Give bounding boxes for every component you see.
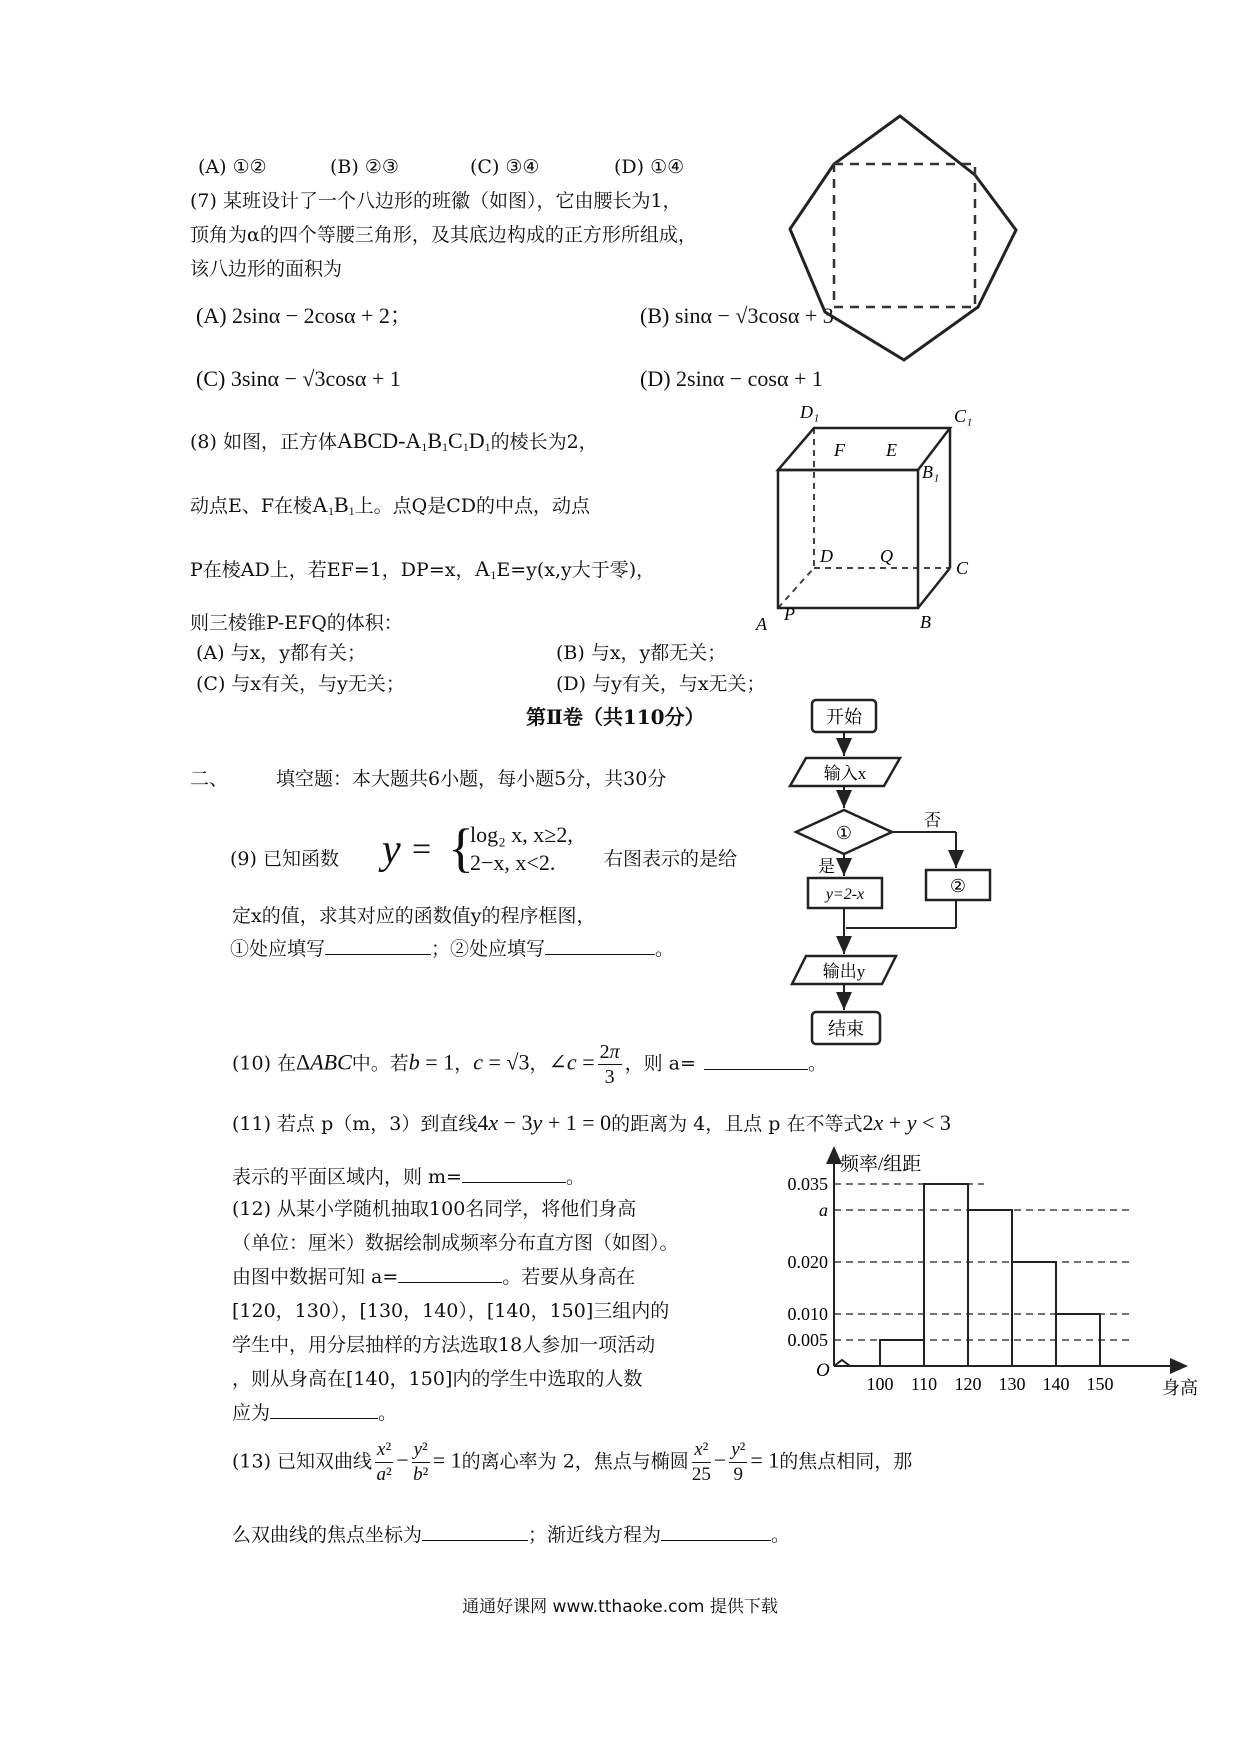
q12-line7: 应为 。	[232, 1402, 398, 1424]
cube-figure	[750, 398, 990, 638]
octagon-figure	[786, 112, 1030, 364]
cube-label-b1: B₁	[922, 462, 940, 482]
cube-label-a: A	[756, 614, 767, 634]
hist-x-tick: 120	[954, 1374, 982, 1394]
hist-x-tick: 140	[1042, 1374, 1070, 1394]
q12-line2: （单位：厘米）数据绘制成频率分布直方图（如图）。	[232, 1232, 679, 1254]
q8-line3: P在棱AD上，若EF=1，DP=x，$A_1E=y(x,y$大于零)，	[190, 556, 656, 582]
q7-option-a: (A) 2sinα − 2cosα + 2；	[196, 303, 412, 328]
q9-line2: 定x的值，求其对应的函数值y的程序框图，	[232, 905, 596, 927]
hist-x-tick: 130	[998, 1374, 1026, 1394]
cube-label-c: C	[956, 558, 969, 578]
q12-line4: [120，130），[130，140），[140，150]三组内的	[232, 1300, 670, 1322]
q9-brace: {	[448, 818, 474, 878]
hist-bar	[968, 1210, 1012, 1366]
q13-line2: 么双曲线的焦点坐标为 ；渐近线方程为 。	[232, 1524, 791, 1546]
q12-line6: ，则从身高在[140，150]内的学生中选取的人数	[232, 1368, 643, 1390]
q9-line3: ①处应填写 ；②处应填写 。	[230, 938, 675, 960]
flow-start: 开始	[826, 707, 862, 727]
hist-bar	[880, 1340, 924, 1366]
cube-label-d1: D₁	[800, 402, 820, 422]
q9-y-equals: y	[382, 827, 401, 873]
q7-line1: (7) 某班设计了一个八边形的班徽（如图），它由腰长为1，	[190, 190, 682, 212]
hist-y-tick: 0.020	[787, 1252, 828, 1272]
hist-y-tick: a	[819, 1200, 828, 1220]
hist-x-title: 身高	[1162, 1378, 1198, 1398]
hist-y-tick: 0.005	[787, 1330, 828, 1350]
height-histogram	[760, 1140, 1200, 1400]
q11-line2: 表示的平面区域内，则 m= 。	[232, 1166, 585, 1188]
q7-line2: 顶角为α的四个等腰三角形，及其底边构成的正方形所组成，	[190, 224, 697, 246]
cube-label-c1: C₁	[954, 406, 973, 426]
cube-label-b: B	[920, 612, 931, 632]
hist-x-tick: 100	[866, 1374, 894, 1394]
section-heading: 第Ⅱ卷（共110分）	[526, 705, 705, 729]
q8-option-d: (D) 与y有关，与x无关；	[556, 673, 766, 695]
section-number: 二、	[190, 768, 229, 790]
flow-no-label: 否	[924, 811, 941, 830]
q6-choice-b: (B) ②③	[330, 156, 399, 178]
hist-y-tick: 0.010	[787, 1304, 828, 1324]
q8-option-a: (A) 与x，y都有关；	[196, 642, 367, 664]
q8-line1: (8) 如图，正方体ABCD-$A_1B_1C_1D_1$的棱长为2，	[190, 428, 598, 454]
q7-option-c: (C) 3sinα − √3cosα + 1	[196, 366, 401, 391]
hist-origin: O	[816, 1360, 830, 1381]
q8-option-b: (B) 与x，y都无关；	[556, 642, 727, 664]
q6-choice-c: (C) ③④	[470, 156, 540, 178]
hist-y-title: 频率/组距	[840, 1154, 922, 1175]
section-title: 填空题：本大题共6小题，每小题5分，共30分	[276, 768, 667, 790]
flow-input: 输入x	[823, 764, 867, 783]
q9-case1: log₂ x, x≥2,	[470, 822, 573, 847]
q12-line3: 由图中数据可知 a= 。若要从身高在	[232, 1266, 636, 1288]
q9-line1-suffix: 右图表示的是给	[604, 848, 738, 870]
hist-y-tick: 0.035	[787, 1174, 828, 1194]
q12-line1: (12) 从某小学随机抽取100名同学，将他们身高	[232, 1198, 637, 1220]
q7-option-b: (B) sinα − √3cosα + 3	[640, 303, 834, 328]
flow-no-box: ②	[949, 876, 967, 896]
flow-end: 结束	[828, 1019, 864, 1039]
q7-line3: 该八边形的面积为	[190, 258, 343, 280]
q12-line5: 学生中，用分层抽样的方法选取18人参加一项活动	[232, 1334, 656, 1356]
q6-choice-d: (D) ①④	[614, 156, 685, 178]
hist-x-tick: 110	[910, 1374, 938, 1394]
cube-label-d: D	[820, 546, 833, 566]
flow-yes-box: y=2-x	[825, 886, 865, 903]
flow-condition: ①	[835, 823, 853, 843]
page-footer: 通通好课网 www.tthaoke.com 提供下载	[462, 1597, 778, 1617]
flowchart	[788, 692, 1008, 1060]
q9-equals: =	[412, 831, 432, 868]
cube-label-p: P	[784, 604, 795, 624]
q9-line1-prefix: (9) 已知函数	[230, 848, 339, 870]
q8-line2: 动点E、F在棱$A_1B_1$上。点Q是CD的中点，动点	[190, 492, 590, 518]
cube-label-e: E	[886, 440, 897, 460]
q13-line1: (13) 已知双曲线 $\frac{\text{x²}}{\text{a²}}$ − $\frac{\text{y²}}{\text{b²}}$ = 1的离心率为 2，焦点与椭圆 $\frac{\text{x²}}{25}$ − $\frac{\text{y²}}{9}$ = 1的焦点相同，那	[232, 1439, 913, 1485]
q9-case2: 2−x, x<2.	[470, 850, 556, 875]
flow-output: 输出y	[822, 962, 866, 981]
q6-choice-a: (A) ①②	[198, 156, 267, 178]
q10-line: (10) 在ΔABC中。若b = 1，c = √3，∠c = $\frac{2\pi}{3}$ ，则 a= 。	[232, 1041, 827, 1088]
q7-option-d: (D) 2sinα − cosα + 1	[640, 366, 823, 391]
q8-option-c: (C) 与x有关，与y无关；	[196, 673, 405, 695]
cube-label-q: Q	[880, 546, 893, 566]
flow-yes-label: 是	[818, 857, 835, 876]
hist-bar	[924, 1184, 968, 1366]
cube-label-f: F	[834, 440, 845, 460]
q11-line1: (11) 若点 p（m，3）到直线4x − 3y + 1 = 0的距离为 4，且点 p 在不等式2x + y < 3	[232, 1110, 951, 1135]
hist-x-tick: 150	[1086, 1374, 1114, 1394]
q8-line4: 则三棱锥P-EFQ的体积：	[190, 612, 403, 634]
